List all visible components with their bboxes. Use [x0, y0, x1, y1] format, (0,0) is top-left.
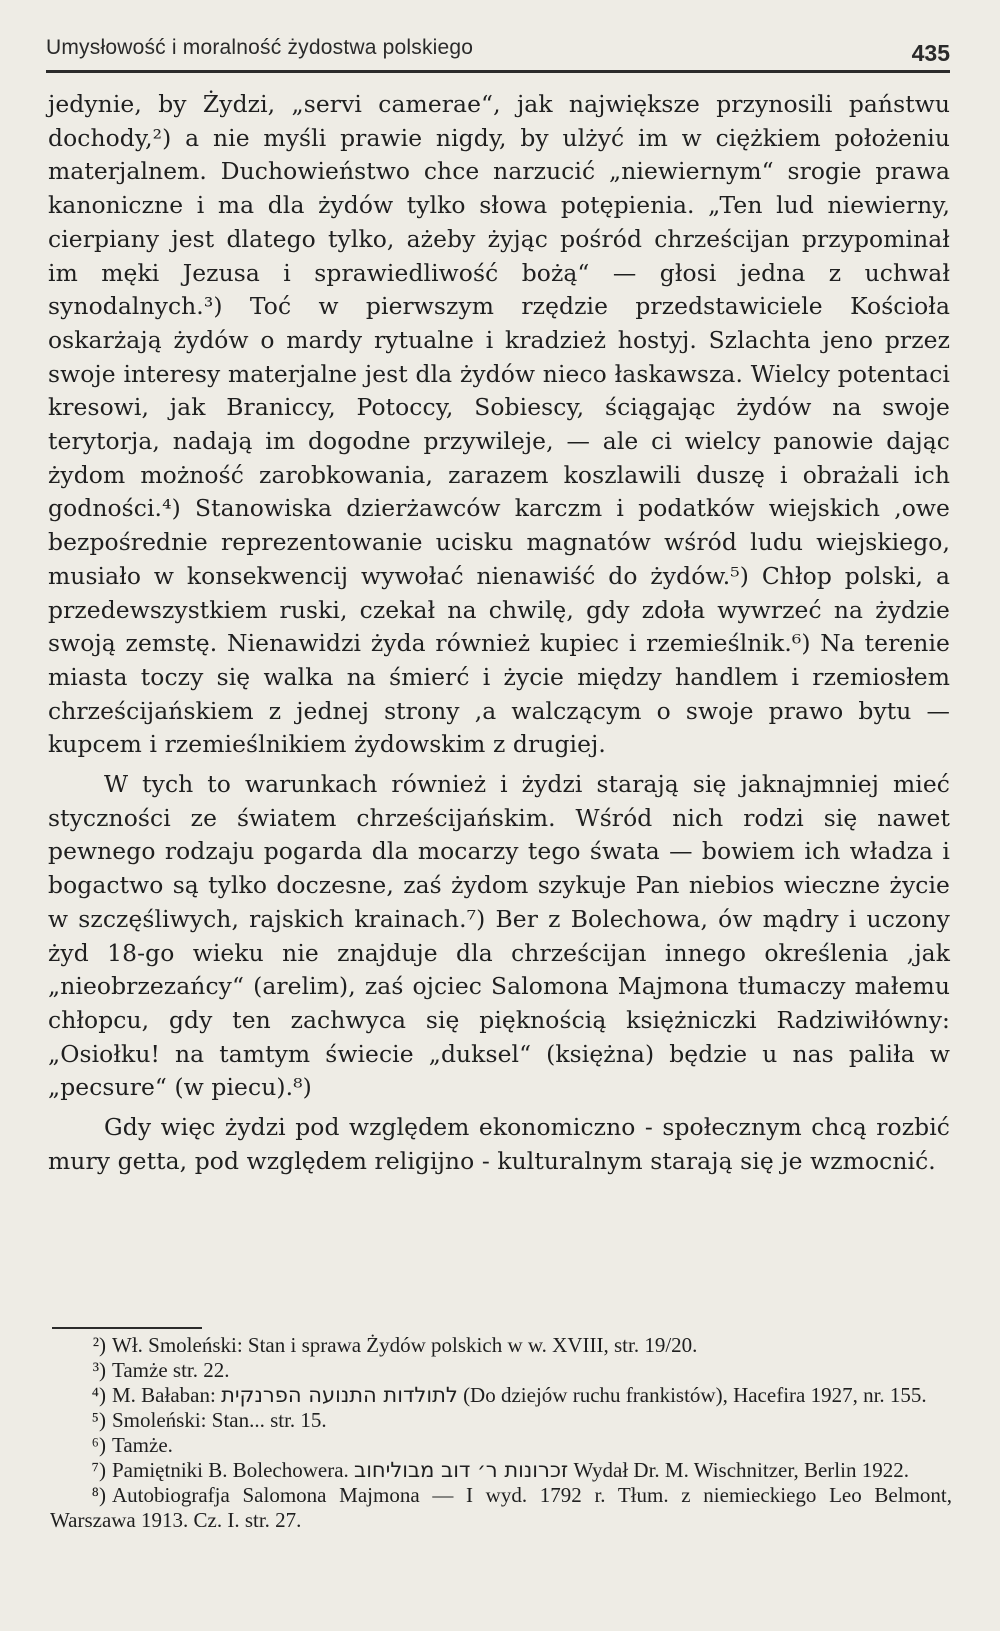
footnote-rule: [52, 1327, 202, 1329]
footnote: [50, 1358, 952, 1383]
footnote-text: Wydał Dr. M. Wischnitzer, Berlin 1922.: [573, 1458, 909, 1482]
footnote-text: Smoleński: Stan... str. 15.: [112, 1408, 327, 1432]
footnote: [50, 1333, 952, 1358]
paragraph: jedynie, by Żydzi, „servi camerae“, jak największe przynosili państwu dochody,²) a nie myśli prawie nigdy, by ulżyć im w ciężkiem położeniu materjalnem. Duchowieństwo chce narzucić „niewiernym“ srogie prawa kanoniczne i ma dla żydów tylko słowa potępienia. „Ten lud niewierny, cierpiany jest dlatego tylko, ażeby żyjąc pośród chrześcijan przypominał im męki Jezusa i sprawiedliwość bożą“ — głosi jedna z uchwał synodalnych.³) Toć w pierwszym rzędzie przedstawiciele Kościoła oskarżają żydów o mardy rytualne i kradzież hostyj. Szlachta jeno przez swoje interesy materjalne jest dla żydów nieco łaskawsza. Wielcy potentaci kresowi, jak Braniccy, Potoccy, Sobiescy, ściągając żydów na swoje terytorja, nadają im dogodne przywileje, — ale ci wielcy panowie dając żydom możność zarobkowania, zarazem koszlawili duszę i obrażali ich godności.⁴) Stanowiska dzierżawców karczm i podatków wiejskich ,owe bezpośrednie reprezentowanie ucisku magnatów wśród ludu wiejskiego, musiało w konsekwencij wywołać nienawiść do żydów.⁵) Chłop polski, a przedewszystkiem ruski, czekał na chwilę, gdy zdoła wywrzeć na żydzie swoją zemstę. Nienawidzi żyda również kupiec i rzemieślnik.⁶) Na terenie miasta toczy się walka na śmierć i życie między handlem i rzemiosłem chrześcijańskiem z jednej strony ,a walczącym o swoje prawo bytu — kupcem i rzemieślnikiem żydowskim z drugiej.: [48, 90, 950, 759]
footnote: [50, 1408, 952, 1433]
footnote-text: M. Bałaban:: [112, 1383, 216, 1407]
footnote-number: ²): [92, 1333, 106, 1357]
footnote: [50, 1483, 952, 1533]
footnote-text: Autobiografja Salomona Majmona — I wyd. 1792 r. Tłum. z niemieckiego Leo Belmont, Warszawa 1913. Cz. I. str. 27.: [50, 1483, 952, 1532]
page-number: 435: [911, 40, 950, 66]
footnote-text: Tamże.: [112, 1433, 173, 1457]
footnote-text: Tamże str. 22.: [112, 1358, 230, 1382]
footnote-hebrew-title: זכרונות ר׳ דוב מבוליחוב: [354, 1458, 569, 1482]
footnote: [50, 1433, 952, 1458]
footnote-text: (Do dziejów ruchu frankistów), Hacefira 1927, nr. 155.: [463, 1383, 927, 1407]
paragraph: Gdy więc żydzi pod względem ekonomiczno - społecznym chcą rozbić mury getta, pod względem religijno - kulturalnym starają się je wzmocnić.: [48, 1113, 950, 1175]
footnote-hebrew-title: לתולדות התנועה הפרנקית: [221, 1383, 458, 1407]
header-rule: [46, 70, 950, 73]
footnote-number: ⁸): [91, 1483, 106, 1507]
footnote-number: ⁶): [91, 1433, 106, 1457]
footnote-number: ⁷): [91, 1458, 106, 1482]
footnote: [50, 1458, 952, 1483]
page-header: [46, 32, 950, 72]
footnotes: [50, 1333, 952, 1533]
footnote-number: ⁴): [91, 1383, 106, 1407]
footnote-text: Pamiętniki B. Bolechowera.: [112, 1458, 349, 1482]
footnote-text: Wł. Smoleński: Stan i sprawa Żydów polskich w w. XVIII, str. 19/20.: [112, 1333, 698, 1357]
running-title: Umysłowość i moralność żydostwa polskiego: [46, 36, 474, 59]
paragraph: W tych to warunkach również i żydzi starają się jaknajmniej mieć styczności ze światem chrześcijańskim. Wśród nich rodzi się nawet pewnego rodzaju pogarda dla mocarzy tego śwata — bowiem ich władza i bogactwo są tylko doczesne, zaś żydom szykuje Pan niebios wieczne życie w szczęśliwych, rajskich krainach.⁷) Ber z Bolechowa, ów mądry i uczony żyd 18-go wieku nie znajduje dla chrześcijan innego określenia ,jak „nieobrzezańcy“ (arelim), zaś ojciec Salomona Majmona tłumaczy małemu chłopcu, gdy ten zachwyca się pięknością księżniczki Radziwiłówny: „Osiołku! na tamtym świecie „duksel“ (księżna) będzie u nas paliła w „pecsure“ (w piecu).⁸): [48, 770, 950, 1102]
body-text: [48, 88, 950, 1179]
footnote: [50, 1383, 952, 1408]
footnote-number: ³): [92, 1358, 106, 1382]
footnote-number: ⁵): [91, 1408, 106, 1432]
